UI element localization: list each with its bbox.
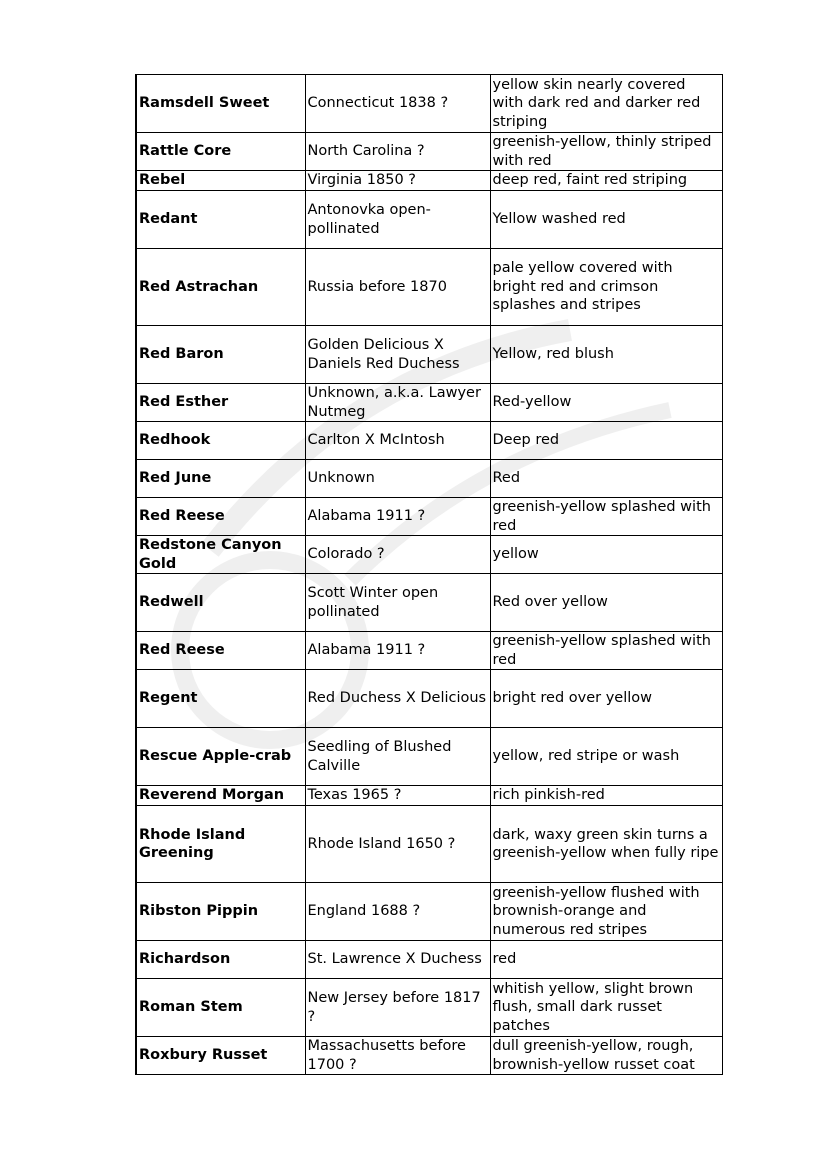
- description-cell: greenish-yellow flushed with brownish-orange and numerous red stripes: [490, 883, 722, 941]
- description-cell: greenish-yellow splashed with red: [490, 632, 722, 670]
- table-row: [136, 786, 722, 806]
- origin-cell: Antonovka open-pollinated: [305, 191, 490, 249]
- origin-cell: Scott Winter open pollinated: [305, 574, 490, 632]
- origin-cell: St. Lawrence X Duchess: [305, 941, 490, 979]
- origin-cell: England 1688 ?: [305, 883, 490, 941]
- table-row: [136, 883, 722, 941]
- variety-name-cell: Ribston Pippin: [136, 883, 305, 941]
- description-cell: Yellow washed red: [490, 191, 722, 249]
- description-cell: pale yellow covered with bright red and crimson splashes and stripes: [490, 249, 722, 326]
- description-cell: bright red over yellow: [490, 670, 722, 728]
- description-cell: deep red, faint red striping: [490, 171, 722, 191]
- table-row: [136, 632, 722, 670]
- table-row: [136, 536, 722, 574]
- origin-cell: Rhode Island 1650 ?: [305, 806, 490, 883]
- description-cell: Deep red: [490, 422, 722, 460]
- origin-cell: Seedling of Blushed Calville: [305, 728, 490, 786]
- variety-name-cell: Rebel: [136, 171, 305, 191]
- description-cell: yellow: [490, 536, 722, 574]
- description-cell: dull greenish-yellow, rough, brownish-yellow russet coat: [490, 1037, 722, 1075]
- variety-name-cell: Red Esther: [136, 384, 305, 422]
- table-row: [136, 728, 722, 786]
- table-row: [136, 133, 722, 171]
- origin-cell: Carlton X McIntosh: [305, 422, 490, 460]
- origin-cell: North Carolina ?: [305, 133, 490, 171]
- origin-cell: Alabama 1911 ?: [305, 632, 490, 670]
- variety-name-cell: Roxbury Russet: [136, 1037, 305, 1075]
- description-cell: dark, waxy green skin turns a greenish-yellow when fully ripe: [490, 806, 722, 883]
- table-body: [136, 75, 722, 1075]
- table-row: [136, 191, 722, 249]
- table-row: [136, 326, 722, 384]
- origin-cell: Alabama 1911 ?: [305, 498, 490, 536]
- table-row: [136, 422, 722, 460]
- variety-name-cell: Red Baron: [136, 326, 305, 384]
- table-row: [136, 498, 722, 536]
- variety-name-cell: Rescue Apple-crab: [136, 728, 305, 786]
- origin-cell: Texas 1965 ?: [305, 786, 490, 806]
- variety-name-cell: Red Reese: [136, 498, 305, 536]
- variety-name-cell: Rhode Island Greening: [136, 806, 305, 883]
- table-row: [136, 806, 722, 883]
- variety-name-cell: Redwell: [136, 574, 305, 632]
- table-row: [136, 979, 722, 1037]
- table-row: [136, 249, 722, 326]
- origin-cell: Russia before 1870: [305, 249, 490, 326]
- description-cell: rich pinkish-red: [490, 786, 722, 806]
- description-cell: red: [490, 941, 722, 979]
- variety-name-cell: Roman Stem: [136, 979, 305, 1037]
- description-cell: Red over yellow: [490, 574, 722, 632]
- origin-cell: Unknown, a.k.a. Lawyer Nutmeg: [305, 384, 490, 422]
- description-cell: greenish-yellow, thinly striped with red: [490, 133, 722, 171]
- origin-cell: New Jersey before 1817 ?: [305, 979, 490, 1037]
- variety-name-cell: Reverend Morgan: [136, 786, 305, 806]
- origin-cell: Red Duchess X Delicious: [305, 670, 490, 728]
- table-row: [136, 1037, 722, 1075]
- origin-cell: Virginia 1850 ?: [305, 171, 490, 191]
- origin-cell: Unknown: [305, 460, 490, 498]
- variety-name-cell: Red Reese: [136, 632, 305, 670]
- description-cell: yellow, red stripe or wash: [490, 728, 722, 786]
- variety-name-cell: Rattle Core: [136, 133, 305, 171]
- variety-name-cell: Redhook: [136, 422, 305, 460]
- apple-varieties-table: [135, 74, 723, 1075]
- variety-name-cell: Richardson: [136, 941, 305, 979]
- origin-cell: Massachusetts before 1700 ?: [305, 1037, 490, 1075]
- description-cell: yellow skin nearly covered with dark red and darker red striping: [490, 75, 722, 133]
- variety-name-cell: Regent: [136, 670, 305, 728]
- variety-name-cell: Redstone Canyon Gold: [136, 536, 305, 574]
- variety-name-cell: Red Astrachan: [136, 249, 305, 326]
- table-row: [136, 670, 722, 728]
- origin-cell: Connecticut 1838 ?: [305, 75, 490, 133]
- table-row: [136, 384, 722, 422]
- description-cell: whitish yellow, slight brown flush, small dark russet patches: [490, 979, 722, 1037]
- variety-name-cell: Red June: [136, 460, 305, 498]
- table-row: [136, 460, 722, 498]
- table-row: [136, 574, 722, 632]
- description-cell: Red-yellow: [490, 384, 722, 422]
- description-cell: Red: [490, 460, 722, 498]
- table-row: [136, 941, 722, 979]
- description-cell: greenish-yellow splashed with red: [490, 498, 722, 536]
- description-cell: Yellow, red blush: [490, 326, 722, 384]
- table-row: [136, 171, 722, 191]
- origin-cell: Golden Delicious X Daniels Red Duchess: [305, 326, 490, 384]
- table-row: [136, 75, 722, 133]
- variety-name-cell: Ramsdell Sweet: [136, 75, 305, 133]
- origin-cell: Colorado ?: [305, 536, 490, 574]
- variety-name-cell: Redant: [136, 191, 305, 249]
